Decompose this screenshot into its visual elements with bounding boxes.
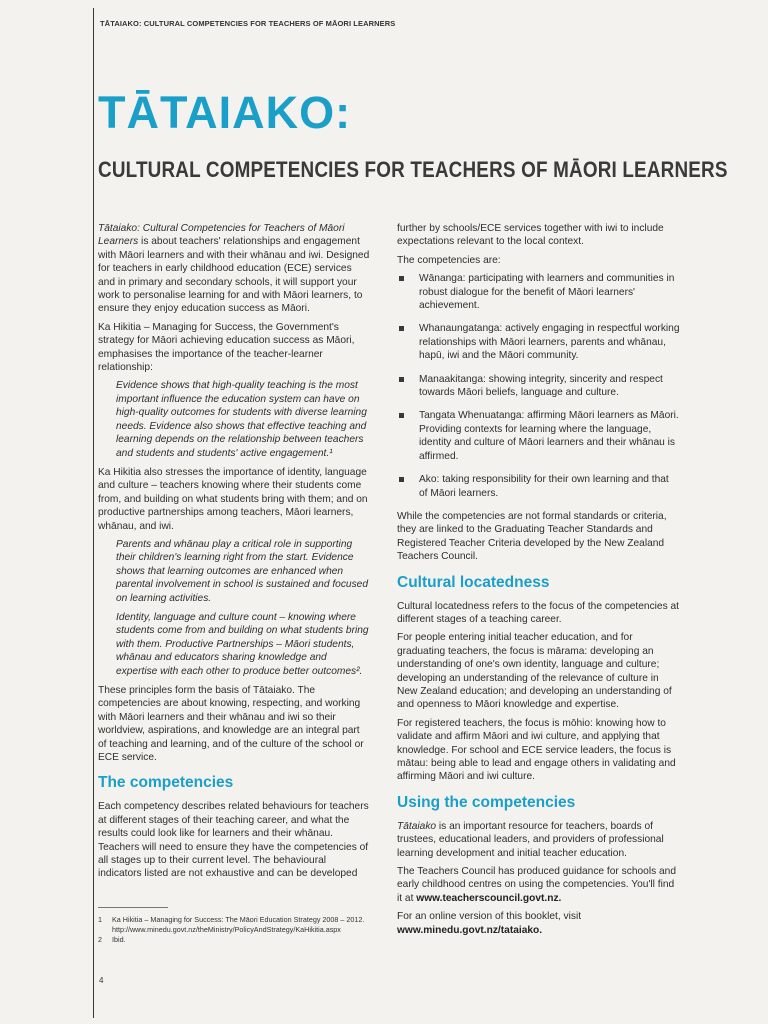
using-competencies-heading: Using the competencies bbox=[397, 793, 576, 811]
identity-quote: Identity, language and culture count – knowing where students come from and building on what students bring with them. Productive Partnerships – Māori students, whānau and educators sharing knowledge and expertise with each other to produce better outcomes². bbox=[116, 611, 369, 677]
ka-hikitia-paragraph: Ka Hikitia – Managing for Success, the Government's strategy for Māori achieving education success as Māori, emphasises the importance of the teacher-learner relationship: bbox=[98, 321, 355, 374]
intro-title: Tātaiako: Cultural Competencies for Teachers of Māori Learners bbox=[98, 223, 345, 248]
resource-title: Tātaiako bbox=[397, 820, 437, 832]
competency-whanaungatanga: Whanaungatanga: actively engaging in respectful working relationships with Māori learners, parents and whānau, hapū, iwi and the Māori community. bbox=[419, 323, 680, 362]
competency-manaakitanga: Manaakitanga: showing integrity, sincerity and respect towards Māori beliefs, language and culture. bbox=[419, 373, 663, 399]
guidance-text: The Teachers Council has produced guidance for schools and early childhood centres on using the competencies. You'll find it at bbox=[397, 866, 677, 904]
list-item bbox=[397, 272, 680, 312]
teachers-council-link[interactable]: www.teacherscouncil.govt.nz. bbox=[416, 892, 562, 904]
resource-paragraph bbox=[397, 820, 680, 860]
online-paragraph bbox=[397, 910, 680, 937]
competency-tangata-whenuatanga: Tangata Whenuatanga: affirming Māori learners as Māori. Providing contexts for learning where the language, identity and culture of Māori learners and their whānau is affirmed. bbox=[419, 410, 679, 462]
bullet-icon bbox=[399, 377, 404, 382]
guidance-paragraph bbox=[397, 865, 680, 905]
left-column bbox=[98, 222, 370, 886]
competency-list bbox=[397, 272, 680, 500]
bullet-icon bbox=[399, 276, 404, 281]
page-title: TĀTAIAKO: bbox=[98, 87, 352, 138]
competencies-heading: The competencies bbox=[98, 774, 234, 792]
identity-paragraph: Ka Hikitia also stresses the importance of identity, language and culture – teachers knowing where their students come from, and building on what students bring with them; and on productive partnerships among teachers, Māori learners, whānau, and iwi. bbox=[98, 466, 368, 532]
running-head: TĀTAIAKO: CULTURAL COMPETENCIES FOR TEACHERS OF MĀORI LEARNERS bbox=[100, 19, 396, 28]
footnote bbox=[98, 915, 383, 935]
marama-paragraph: For people entering initial teacher education, and for graduating teachers, the focus is mārama: developing an understanding of one's own identity, language and culture; developing an understanding of the relevance of culture in New Zealand education; and developing an understanding of and openness to Māori knowledge and expertise. bbox=[397, 632, 672, 711]
footnote-number: 2 bbox=[98, 935, 102, 944]
footnote-text: Ka Hikitia – Managing for Success: The Māori Education Strategy 2008 – 2012. http://www.minedu.govt.nz/theMinistry/PolicyAndStrategy/KaHikitia.aspx bbox=[112, 915, 365, 934]
bullet-icon bbox=[399, 326, 404, 331]
competency-ako: Ako: taking responsibility for their own learning and that of Māori learners. bbox=[419, 474, 669, 499]
page-subtitle: CULTURAL COMPETENCIES FOR TEACHERS OF MĀORI LEARNERS bbox=[98, 157, 728, 182]
continued-paragraph: further by schools/ECE services together with iwi to include expectations relevant to the local context. bbox=[397, 223, 664, 248]
footnote-rule bbox=[98, 907, 168, 908]
margin-rule bbox=[93, 8, 94, 1018]
online-text: For an online version of this booklet, visit bbox=[397, 911, 582, 923]
footnotes bbox=[98, 915, 383, 945]
list-item bbox=[397, 373, 680, 400]
locatedness-paragraph: Cultural locatedness refers to the focus of the competencies at different stages of a teaching career. bbox=[397, 600, 680, 625]
principles-paragraph: These principles form the basis of Tātaiako. The competencies are about knowing, respecting, and working with Māori learners and their whānau and iwi so their worldview, aspirations, and knowledge are an integral part of teaching and learning, and of the culture of the school or ECE service. bbox=[98, 685, 364, 764]
list-item bbox=[397, 473, 680, 500]
whanau-quote: Parents and whānau play a critical role in supporting their children's learning right from the start. Evidence shows that learning outcomes are enhanced when parental involvement in school is sustained and focused on learning activities. bbox=[116, 538, 369, 604]
competencies-paragraph: Each competency describes related behaviours for teachers at different stages of their teaching career, and what the results could look like for learners and their whānau. Teachers will need to ensure they have the competencies of all stages up to their current level. The behavioural indicators listed are not exhaustive and can be developed bbox=[98, 801, 369, 880]
cultural-locatedness-heading: Cultural locatedness bbox=[397, 573, 550, 591]
page-number: 4 bbox=[99, 976, 104, 985]
bullet-icon bbox=[399, 477, 404, 482]
footnote bbox=[98, 935, 383, 945]
right-column bbox=[397, 222, 680, 942]
footnote-text: Ibid. bbox=[112, 935, 126, 944]
intro-text: is about teachers' relationships and engagement with Māori learners and with their whānau and iwi. Designed for teachers in early childhood education (ECE) services and in primary and secondary schools, it will support your work to personalise learning for and with Māori learners, to ensure they enjoy education success as Māori. bbox=[98, 236, 370, 315]
evidence-quote: Evidence shows that high-quality teaching is the most important influence the education system can have on high-quality outcomes for students with diverse learning needs. Evidence also shows that effective teaching and learning depends on the relationship between teachers and students and students' active engagement.¹ bbox=[116, 380, 367, 459]
footnote-number: 1 bbox=[98, 915, 102, 924]
mohio-paragraph: For registered teachers, the focus is mōhio: knowing how to validate and affirm Māori and iwi culture, and applying that knowledge. For school and ECE service leaders, the focus is mātau: being able to lead and engage others in validating and affirming Māori and iwi culture. bbox=[397, 717, 676, 783]
competencies-intro: The competencies are: bbox=[397, 254, 501, 266]
intro-paragraph bbox=[98, 222, 370, 316]
resource-text: is an important resource for teachers, boards of trustees, educational leaders, and providers of professional learning development and initial teacher education. bbox=[397, 820, 664, 859]
competency-wananga: Wānanga: participating with learners and communities in robust dialogue for the benefit of Māori learners' achievement. bbox=[419, 273, 675, 312]
bullet-icon bbox=[399, 413, 404, 418]
list-item bbox=[397, 322, 680, 362]
standards-paragraph: While the competencies are not formal standards or criteria, they are linked to the Graduating Teacher Standards and Registered Teacher Criteria developed by the New Zealand Teachers Council. bbox=[397, 510, 667, 563]
minedu-link[interactable]: www.minedu.govt.nz/tataiako. bbox=[397, 924, 543, 936]
list-item bbox=[397, 409, 680, 463]
